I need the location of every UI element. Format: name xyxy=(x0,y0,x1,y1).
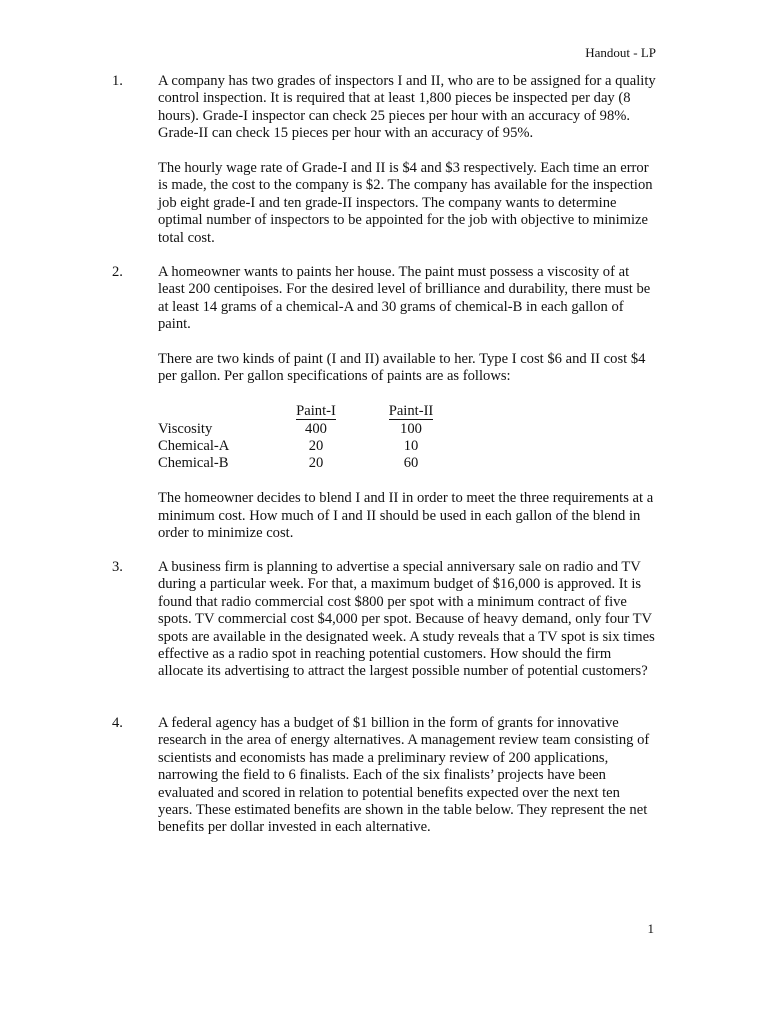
row-label: Chemical-B xyxy=(158,455,229,472)
problem-number: 2. xyxy=(112,264,123,280)
row-label: Viscosity xyxy=(158,420,213,437)
problem-number: 4. xyxy=(112,715,123,731)
problem-paragraph: A homeowner wants to paints her house. The paint must possess a viscosity of at least 200 centipoises. For the desired level of brilliance and durability, there must be at least 14 grams of a chemical-A and 30 grams of chemical-B in each gallon of paint. xyxy=(158,264,651,333)
table-row xyxy=(158,421,440,438)
cell-value: 100 xyxy=(400,420,422,437)
problem-body xyxy=(158,264,658,542)
cell-value: 20 xyxy=(308,438,324,455)
row-label: Chemical-A xyxy=(158,438,230,455)
table-row xyxy=(158,455,440,472)
problem-paragraph: A company has two grades of inspectors I and II, who are to be assigned for a quality control inspection. It is required that at least 1,800 pieces be inspected per day (8 hours). Grade-I inspector can check 25 pieces per hour with an accuracy of 98%. Grade-II can check 15 pieces per hour with an accuracy of 95%. xyxy=(158,73,656,142)
cell-value: 10 xyxy=(403,438,419,455)
problem-paragraph: The homeowner decides to blend I and II in order to meet the three requirements at a minimum cost. How much of I and II should be used in each gallon of the blend in order to minimize cost. xyxy=(158,490,654,542)
problem-body xyxy=(158,73,658,247)
page-number: 1 xyxy=(647,921,654,936)
cell-value: 60 xyxy=(403,455,419,472)
paint-spec-table xyxy=(158,403,658,473)
table-row xyxy=(158,438,440,455)
table-header-empty xyxy=(158,403,290,420)
table-header-paint-ii xyxy=(382,403,440,420)
problem-body xyxy=(158,715,658,837)
problem-paragraph: There are two kinds of paint (I and II) available to her. Type I cost $6 and II cost $4 per gallon. Per gallon specifications of paints are as follows: xyxy=(158,351,646,385)
problem-number: 1. xyxy=(112,73,123,89)
problem-number: 3. xyxy=(112,559,123,575)
header-label: Paint-II xyxy=(388,403,434,420)
cell-value: 400 xyxy=(305,420,327,437)
header-label: Paint-I xyxy=(296,403,336,420)
cell-value: 20 xyxy=(308,455,324,472)
problem-paragraph: A business firm is planning to advertise a special anniversary sale on radio and TV during a particular week. For that, a maximum budget of $16,000 is approved. It is found that radio commercial cost $800 per spot with a minimum contract of five spots. TV commercial cost $4,000 per spot. Because of heavy demand, only four TV spots are available in the designated week. A study reveals that a TV spot is six times effective as a radio spot in reaching potential customers. How should the firm allocate its advertising to attract the largest possible number of potential customers? xyxy=(158,559,655,680)
problem-paragraph: A federal agency has a budget of $1 billion in the form of grants for innovative research in the area of energy alternatives. A management review team consisting of scientists and economists has made a preliminary review of 200 applications, narrowing the field to 6 finalists. Each of the six finalists’ projects have been evaluated and scored in relation to potential benefits expected over the next ten years. These estimated benefits are shown in the table below. They represent the net benefits per dollar invested in each alternative. xyxy=(158,715,650,836)
page-header: Handout - LP xyxy=(585,45,656,60)
problem-paragraph: The hourly wage rate of Grade-I and II is $4 and $3 respectively. Each time an error is made, the cost to the company is $2. The company has available for the inspection job eight grade-I and ten grade-II inspectors. The company wants to determine optimal number of inspectors to be appointed for the job with objective to minimize total cost. xyxy=(158,160,653,246)
table-header-paint-i xyxy=(290,403,342,420)
table-header-row xyxy=(158,403,440,420)
problem-body xyxy=(158,559,658,681)
